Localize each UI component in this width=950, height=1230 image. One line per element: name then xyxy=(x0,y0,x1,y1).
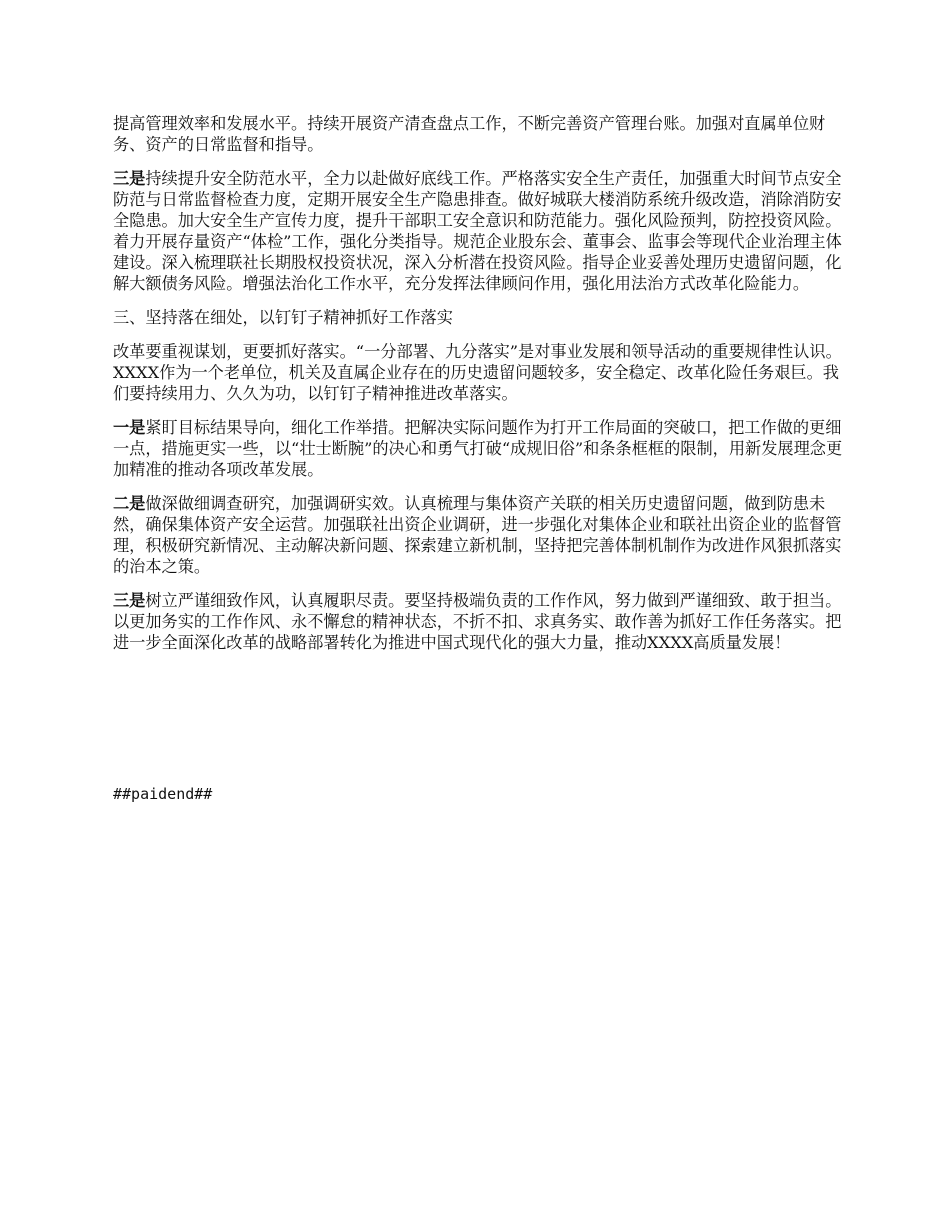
document-body xyxy=(113,113,853,666)
paragraph-text: 紧盯目标结果导向，细化工作举措。把解决实际问题作为打开工作局面的突破口，把工作做的更细一点，措施更实一些，以“壮士断腕”的决心和勇气打破“成规旧俗”和条条框框的限制，用新发展理念更加精准的推动各项改革发展。 xyxy=(113,418,843,479)
paragraph-reform-implementation xyxy=(113,341,853,404)
paragraph-lead: 三是 xyxy=(113,169,146,188)
paragraph-text: 改革要重视谋划，更要抓好落实。“一分部署、九分落实”是对事业发展和领导活动的重要规律性认识。XXXX作为一个老单位，机关及直属企业存在的历史遗留问题较多，安全稳定、改革化险任务艰巨。我们要持续用力、久久为功，以钉钉子精神推进改革落实。 xyxy=(113,342,842,403)
paid-end-marker: ##paidend## xyxy=(113,785,213,803)
paragraph-text: 提高管理效率和发展水平。持续开展资产清查盘点工作，不断完善资产管理台账。加强对直属单位财务、资产的日常监督和指导。 xyxy=(113,114,826,154)
heading-text: 三、坚持落在细处，以钉钉子精神抓好工作落实 xyxy=(113,308,453,327)
paragraph-text: 持续提升安全防范水平，全力以赴做好底线工作。严格落实安全生产责任，加强重大时间节点安全防范与日常监督检查力度，定期开展安全生产隐患排查。做好城联大楼消防系统升级改造，消除消防安全隐患。加大安全生产宣传力度，提升干部职工安全意识和防范能力。强化风险预判，防控投资风险。着力开展存量资产“体检”工作，强化分类指导。规范企业股东会、董事会、监事会等现代企业治理主体建设。深入梳理联社长期股权投资状况，深入分析潜在投资风险。指导企业妥善处理历史遗留问题，化解大额债务风险。增强法治化工作水平，充分发挥法律顾问作用，强化用法治方式改革化险能力。 xyxy=(113,169,842,293)
paragraph-lead: 二是 xyxy=(113,494,146,513)
paragraph-management-efficiency xyxy=(113,113,853,155)
paragraph-safety-prevention xyxy=(113,168,853,294)
paragraph-lead: 三是 xyxy=(113,591,146,610)
paragraph-lead: 一是 xyxy=(113,418,146,437)
paragraph-point-two xyxy=(113,493,853,577)
section-heading-three xyxy=(113,307,853,328)
paragraph-text: 树立严谨细致作风，认真履职尽责。要坚持极端负责的工作作风，努力做到严谨细致、敢于担当。以更加务实的工作作风、永不懈怠的精神状态，不折不扣、求真务实、敢作善为抓好工作任务落实。把进一步全面深化改革的战略部署转化为推进中国式现代化的强大力量，推动XXXX高质量发展！ xyxy=(113,591,842,652)
paragraph-point-one xyxy=(113,417,853,480)
paragraph-point-three xyxy=(113,590,853,653)
paragraph-text: 做深做细调查研究，加强调研实效。认真梳理与集体资产关联的相关历史遗留问题，做到防患未然，确保集体资产安全运营。加强联社出资企业调研，进一步强化对集体企业和联社出资企业的监督管理，积极研究新情况、主动解决新问题、探索建立新机制，坚持把完善体制机制作为改进作风狠抓落实的治本之策。 xyxy=(113,494,842,576)
